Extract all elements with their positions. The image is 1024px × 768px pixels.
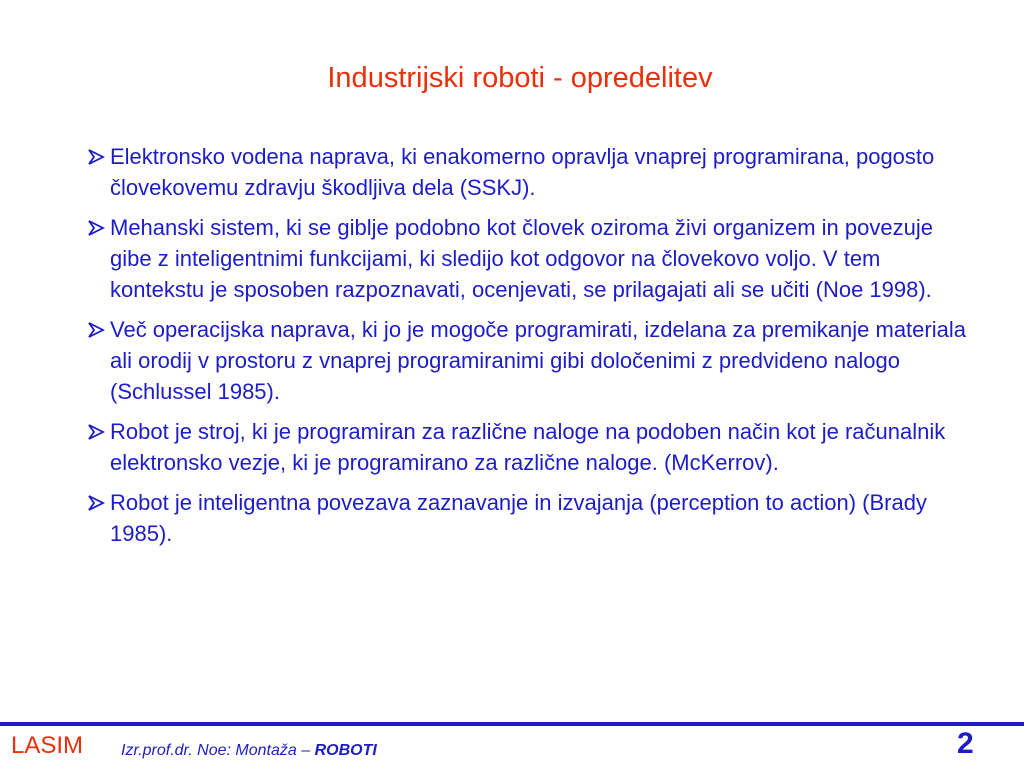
footer-brand: LASIM	[11, 732, 84, 759]
bullet-text: Elektronsko vodena naprava, ki enakomerno opravlja vnaprej programirana, pogosto človekovemu zdravju škodljiva dela (SSKJ).	[110, 144, 935, 200]
arrowhead-bullet-icon	[86, 487, 108, 518]
bullet-text: Mehanski sistem, ki se giblje podobno kot človek oziroma živi organizem in povezuje gibe z inteligentnimi funkcijami, ki sledijo kot odgovor na človekovo voljo. V tem kontekstu je sposoben razpoznavati, ocenjevati, se prilagajati ali se učiti (Noe 1998).	[110, 215, 933, 302]
footer-divider	[0, 722, 1024, 726]
slide-title-text: Industrijski roboti - opredelitev	[327, 62, 713, 94]
footer-credit-emphasis: ROBOTI	[314, 742, 377, 759]
footer-credit	[121, 740, 377, 762]
bullet-text: Več operacijska naprava, ki jo je mogoče programirati, izdelana za premikanje materiala ali orodij v prostoru z vnaprej programiranimi gibi določenimi z predvideno nalogo (Schlussel 1985).	[110, 317, 966, 404]
bullet-text: Robot je inteligentna povezava zaznavanje in izvajanja (perception to action) (Brady 1985).	[110, 490, 927, 546]
bullet-text: Robot je stroj, ki je programiran za različne naloge na podoben način kot je računalnik elektronsko vezje, ki je programirano za različne naloge. (McKerrov).	[110, 419, 946, 475]
bullet-item-5	[86, 487, 966, 549]
bullet-item-1	[86, 141, 966, 203]
bullet-list	[86, 141, 966, 558]
arrowhead-bullet-icon	[86, 416, 108, 447]
arrowhead-bullet-icon	[86, 212, 108, 243]
bullet-item-2	[86, 212, 966, 305]
footer-credit-prefix: Izr.prof.dr. Noe: Montaža –	[121, 742, 315, 759]
arrowhead-bullet-icon	[86, 141, 108, 172]
slide-title	[0, 58, 1024, 98]
page-number: 2	[957, 727, 974, 760]
arrowhead-bullet-icon	[86, 314, 108, 345]
bullet-item-4	[86, 416, 966, 478]
bullet-item-3	[86, 314, 966, 407]
